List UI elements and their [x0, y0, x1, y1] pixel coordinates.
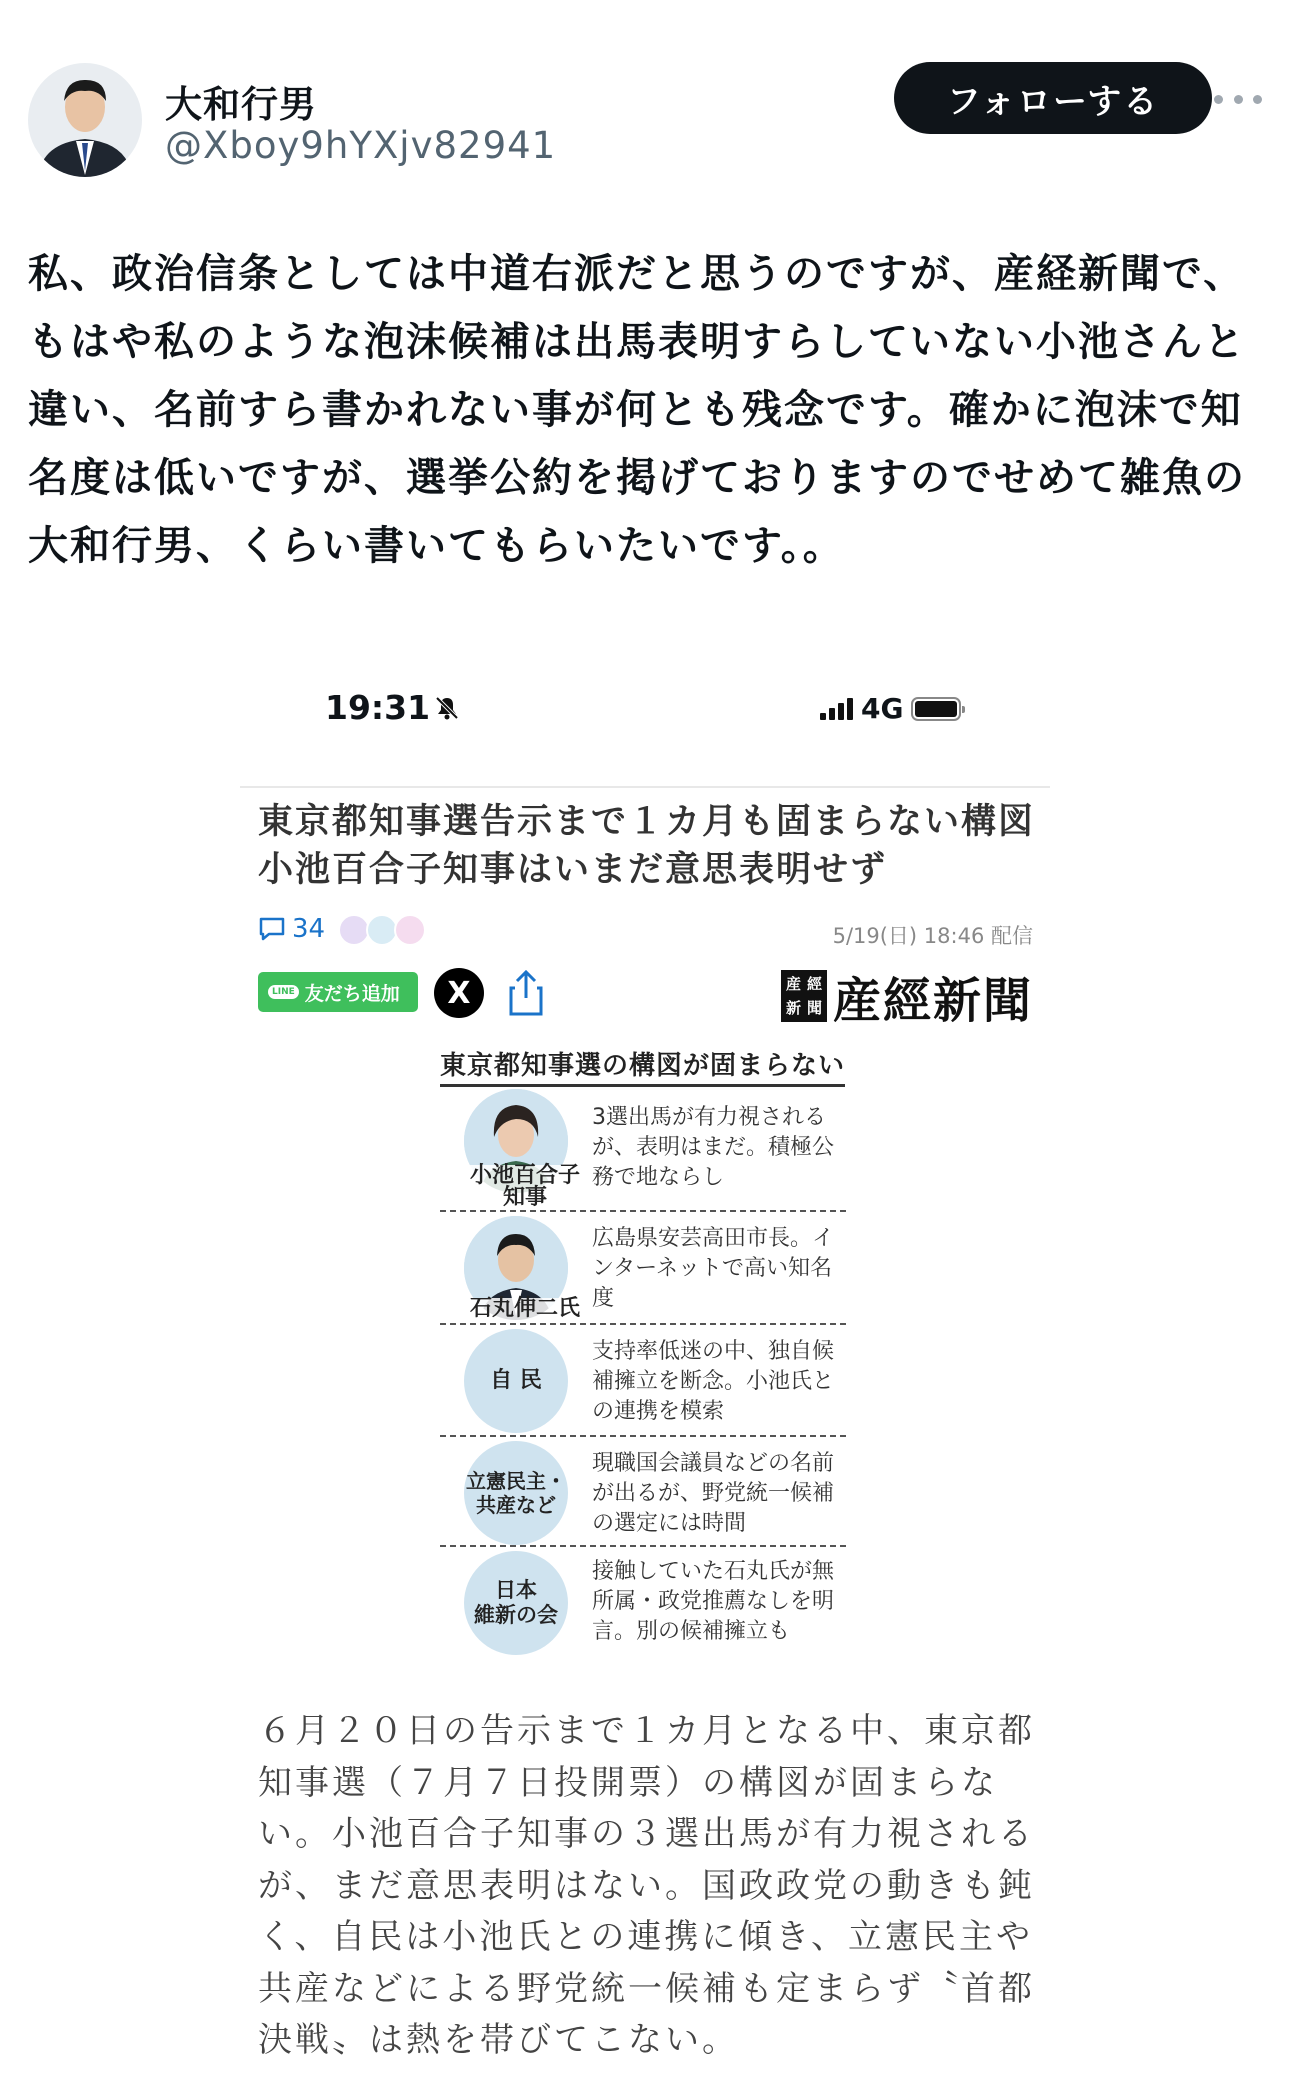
infographic-row — [440, 1547, 846, 1667]
logo-mark: 産 經 新 聞 — [781, 970, 827, 1022]
sankei-logo — [781, 968, 1033, 1029]
line-icon: LINE — [268, 985, 299, 999]
infographic-row — [440, 1437, 846, 1547]
article-meta — [258, 912, 1033, 952]
party-circle: 日本 維新の会 — [464, 1551, 568, 1655]
infographic-title: 東京都知事選の構図が固まらない — [440, 1045, 845, 1087]
logo-text: 産經新聞 — [832, 972, 1033, 1029]
article-headline[interactable]: 東京都知事選告示まで１カ月も固まらない構図 小池百合子知事はいまだ意思表明せず — [258, 802, 1073, 890]
follow-button[interactable]: フォローする — [894, 62, 1212, 134]
status-bar-time — [325, 688, 460, 727]
line-button-label: 友だち追加 — [304, 982, 400, 1005]
post-date: 5/19(日) 18:46 配信 — [832, 924, 1033, 948]
row-desc: 現職国会議員などの名前が出るが、野党統一候補の選定には時間 — [592, 1451, 835, 1536]
signal-icon — [820, 698, 853, 720]
party-circle: 自 民 — [464, 1329, 568, 1433]
share-icon[interactable] — [506, 968, 546, 1018]
comment-button[interactable] — [258, 914, 325, 944]
network-label: 4G — [861, 692, 904, 725]
line-add-friend-button[interactable] — [258, 972, 418, 1012]
author-avatar[interactable] — [28, 63, 142, 177]
article-body: ６月２０日の告示まで１カ月となる中、東京都知事選（７月７日投開票）の構図が固まらない。小池百合子知事の３選出馬が有力視されるが、まだ意思表明はない。国政政党の動きも鈍く、自民は小池氏との連携に傾き、立憲民主や共産などによる野党統一候補も定まらず〝首都決戦〟は熱を帯びてこない。 — [258, 1711, 1035, 2060]
row-label: 石丸伸二氏 — [450, 1298, 600, 1320]
tweet-header — [28, 60, 1262, 185]
author-name[interactable]: 大和行男 — [165, 83, 317, 126]
row-desc: 接触していた石丸氏が無所属・政党推薦なしを明言。別の候補擁立も — [592, 1559, 835, 1644]
status-bar-right — [820, 692, 961, 725]
reaction-icon — [394, 914, 426, 946]
x-share-button[interactable]: X — [434, 968, 484, 1018]
share-row — [258, 968, 1033, 1029]
comment-icon — [258, 916, 286, 942]
comment-count: 34 — [292, 914, 326, 944]
infographic-row — [440, 1325, 846, 1437]
party-circle: 立憲民主・ 共産など — [464, 1441, 568, 1545]
infographic-row — [440, 1212, 846, 1325]
battery-icon — [911, 697, 961, 721]
row-desc: 広島県安芸高田市長。インターネットで高い知名度 — [592, 1226, 835, 1311]
reaction-icons[interactable] — [338, 914, 422, 946]
ellipsis-icon[interactable] — [1214, 88, 1262, 110]
row-desc: 支持率低迷の中、独自候補擁立を断念。小池氏との連携を模索 — [592, 1339, 835, 1424]
row-desc: 3選出馬が有力視されるが、表明はまだ。積極公務で地ならし — [592, 1105, 835, 1190]
infographic-row — [440, 1085, 846, 1212]
bell-slash-icon — [434, 695, 460, 721]
tweet-text: 私、政治信条としては中道右派だと思うのですが、産経新聞で、もはや私のような泡沫候補は出馬表明すらしていない小池さんと違い、名前すら書かれない事が何とも残念です。確かに泡沫で知名度は低いですが、選挙公約を掲げておりますのでせめて雑魚の大和行男、くらい書いてもらいたいです。。 — [28, 251, 1246, 569]
author-handle[interactable]: @Xboy9hYXjv82941 — [165, 124, 557, 167]
status-time-text: 19:31 — [325, 688, 431, 727]
divider — [240, 786, 1050, 788]
row-label: 小池百合子 知事 — [450, 1165, 600, 1209]
